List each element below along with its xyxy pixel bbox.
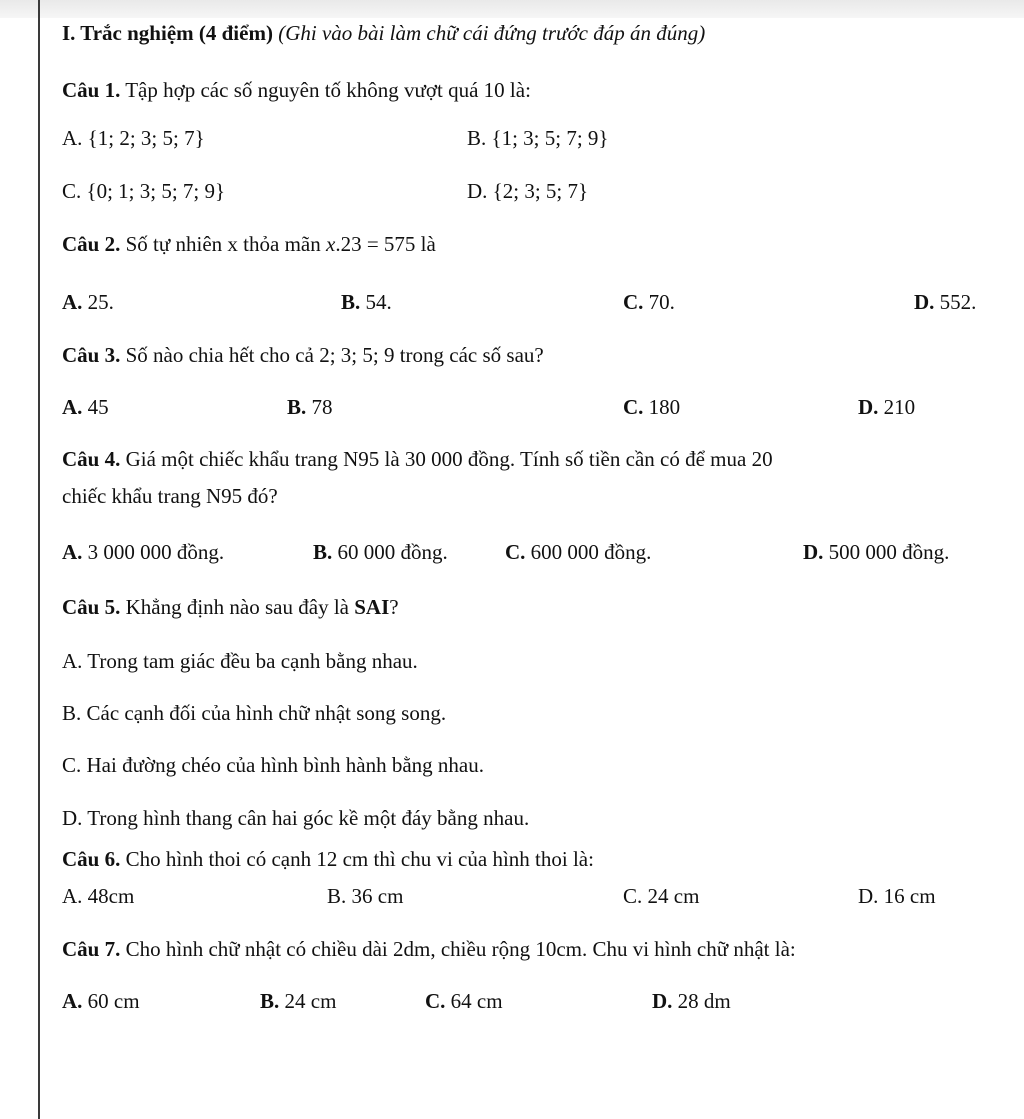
question-label: Câu 5. [62, 595, 121, 619]
question-label: Câu 3. [62, 343, 121, 367]
option-7a [62, 988, 140, 1014]
option-text: {1; 2; 3; 5; 7} [87, 126, 205, 150]
option-5d [62, 805, 529, 831]
question-4-stem-continued [62, 483, 278, 509]
option-4b [313, 539, 448, 565]
option-2a [62, 289, 114, 315]
option-7d [652, 988, 731, 1014]
option-text: 16 cm [883, 884, 936, 908]
option-7b [260, 988, 336, 1014]
option-text: 25. [87, 290, 114, 314]
option-letter: A. [62, 290, 83, 314]
question-text: chiếc khẩu trang N95 đó? [62, 484, 278, 508]
question-text: Cho hình thoi có cạnh 12 cm thì chu vi của hình thoi là: [125, 847, 594, 871]
question-label: Câu 2. [62, 232, 121, 256]
option-text: Hai đường chéo của hình bình hành bằng nhau. [86, 753, 484, 777]
option-text: Trong hình thang cân hai góc kề một đáy bằng nhau. [87, 806, 530, 830]
option-text: 64 cm [450, 989, 503, 1013]
option-text: {1; 3; 5; 7; 9} [491, 126, 609, 150]
question-label: Câu 7. [62, 937, 121, 961]
option-3c [623, 394, 680, 420]
question-tail: ? [389, 595, 399, 619]
option-1c [62, 178, 225, 204]
option-5c [62, 752, 484, 778]
option-letter: B. [313, 540, 333, 564]
option-3b [287, 394, 333, 420]
question-5-stem [62, 594, 399, 620]
question-text: Khẳng định nào sau đây là [125, 595, 349, 619]
option-letter: C. [623, 395, 644, 419]
section-instruction: (Ghi vào bài làm chữ cái đứng trước đáp án đúng) [278, 21, 706, 45]
option-letter: D. [803, 540, 824, 564]
question-6-stem [62, 846, 594, 872]
option-letter: D. [652, 989, 673, 1013]
option-letter: C. [425, 989, 446, 1013]
option-1d [467, 178, 588, 204]
equation-rest: .23 = 575 [335, 232, 416, 256]
option-text: Các cạnh đối của hình chữ nhật song song. [86, 701, 447, 725]
option-2d [914, 289, 976, 315]
option-letter: A. [62, 649, 83, 673]
option-text: 552. [939, 290, 977, 314]
option-letter: D. [858, 395, 879, 419]
question-tail: là [420, 232, 436, 256]
question-label: Câu 1. [62, 78, 121, 102]
option-6d [858, 883, 936, 909]
option-5a [62, 648, 418, 674]
option-letter: A. [62, 395, 83, 419]
option-1b [467, 125, 609, 151]
option-text: 28 dm [677, 989, 731, 1013]
option-letter: C. [623, 290, 644, 314]
option-text: 36 cm [351, 884, 404, 908]
option-text: 48cm [87, 884, 135, 908]
option-letter: B. [260, 989, 280, 1013]
question-text: Giá một chiếc khẩu trang N95 là 30 000 đồng. Tính số tiền cần có để mua 20 [125, 447, 773, 471]
option-text: 3 000 000 đồng. [87, 540, 225, 564]
option-letter: C. [623, 884, 643, 908]
option-text: 60 000 đồng. [337, 540, 448, 564]
question-2-stem [62, 231, 436, 257]
question-label: Câu 6. [62, 847, 121, 871]
option-text: 600 000 đồng. [530, 540, 652, 564]
option-letter: B. [467, 126, 487, 150]
option-text: 24 cm [284, 989, 337, 1013]
option-2c [623, 289, 675, 315]
option-letter: A. [62, 884, 83, 908]
option-letter: C. [62, 753, 82, 777]
option-text: 180 [648, 395, 681, 419]
equation [326, 232, 415, 256]
option-1a [62, 125, 205, 151]
option-6a [62, 883, 134, 909]
option-text: 54. [365, 290, 392, 314]
question-emphasis: SAI [354, 595, 390, 619]
option-text: {0; 1; 3; 5; 7; 9} [86, 179, 226, 203]
option-text: 210 [883, 395, 916, 419]
section-title: I. Trắc nghiệm (4 điểm) [62, 21, 273, 45]
option-letter: B. [341, 290, 361, 314]
option-letter: D. [914, 290, 935, 314]
question-3-stem [62, 342, 544, 368]
option-5b [62, 700, 446, 726]
question-text: Số tự nhiên x thỏa mãn [125, 232, 321, 256]
option-text: Trong tam giác đều ba cạnh bằng nhau. [87, 649, 418, 673]
option-letter: B. [287, 395, 307, 419]
section-heading [62, 20, 705, 46]
option-2b [341, 289, 392, 315]
question-label: Câu 4. [62, 447, 121, 471]
option-letter: A. [62, 126, 83, 150]
equation-variable: x [325, 232, 336, 256]
option-text: 70. [648, 290, 675, 314]
option-6b [327, 883, 403, 909]
question-text: Cho hình chữ nhật có chiều dài 2dm, chiều rộng 10cm. Chu vi hình chữ nhật là: [125, 937, 796, 961]
option-letter: D. [858, 884, 879, 908]
question-4-stem [62, 446, 773, 472]
option-4c [505, 539, 651, 565]
option-text: {2; 3; 5; 7} [492, 179, 589, 203]
option-7c [425, 988, 503, 1014]
option-4a [62, 539, 224, 565]
option-letter: B. [327, 884, 347, 908]
option-letter: D. [62, 806, 83, 830]
option-letter: C. [62, 179, 82, 203]
option-3a [62, 394, 109, 420]
option-3d [858, 394, 915, 420]
question-7-stem [62, 936, 796, 962]
option-letter: B. [62, 701, 82, 725]
option-6c [623, 883, 699, 909]
option-text: 24 cm [647, 884, 700, 908]
question-text: Số nào chia hết cho cả 2; 3; 5; 9 trong các số sau? [125, 343, 544, 367]
left-margin-rule [38, 0, 40, 1119]
top-band [0, 0, 1024, 18]
option-text: 78 [311, 395, 333, 419]
option-letter: A. [62, 989, 83, 1013]
option-letter: C. [505, 540, 526, 564]
option-4d [803, 539, 949, 565]
option-text: 500 000 đồng. [828, 540, 950, 564]
option-text: 60 cm [87, 989, 140, 1013]
option-letter: A. [62, 540, 83, 564]
option-letter: D. [467, 179, 488, 203]
question-1-stem [62, 77, 531, 103]
question-text: Tập hợp các số nguyên tố không vượt quá 10 là: [125, 78, 531, 102]
option-text: 45 [87, 395, 109, 419]
